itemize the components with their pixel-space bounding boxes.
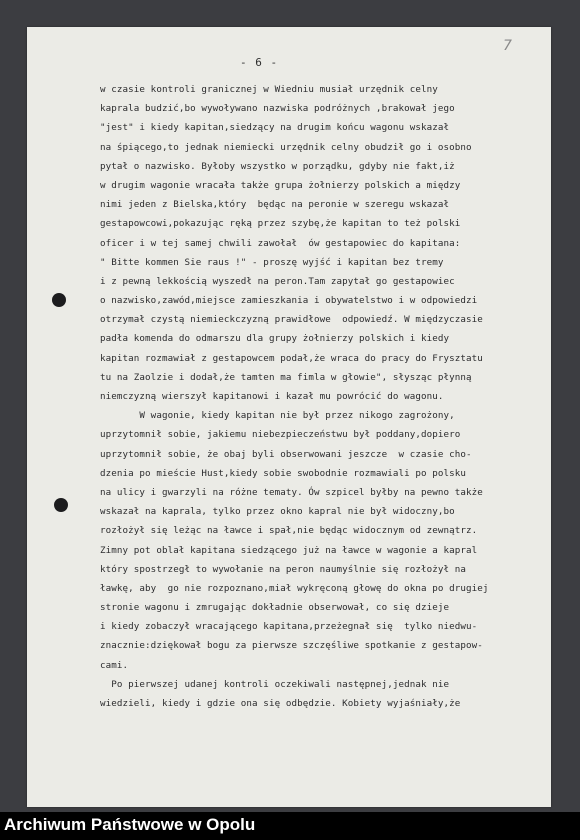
text-line: " Bitte kommen Sie raus !" - proszę wyjść i kapitan bez tremy: [100, 256, 444, 268]
text-line: uprzytomnił sobie, jakiemu niebezpieczeństwu był poddany,dopiero: [100, 429, 461, 441]
text-line: i z pewną lekkością wyszedł na peron.Tam zapytał go gestapowiec: [100, 275, 455, 287]
text-line: dzenia po mieście Hust,kiedy sobie swobodnie rozmawiali po polsku: [100, 467, 467, 479]
archive-page-mark: 7: [503, 38, 512, 54]
page-number: - 6 -: [240, 56, 279, 69]
text-line: padła komenda do odmarszu dla grupy żołnierzy polskich i kiedy: [100, 333, 450, 345]
text-line: wskazał na kaprala, tylko przez okno kapral nie był widoczny,bo: [100, 506, 455, 518]
text-line: W wagonie, kiedy kapitan nie był przez nikogo zagrożony,: [100, 410, 455, 422]
text-line: znacznie:dziękował bogu za pierwsze szczęśliwe spotkanie z gestapow-: [100, 640, 483, 652]
typed-text-body: [100, 80, 545, 713]
text-line: Zimny pot oblał kapitana siedzącego już na ławce w wagonie a kapral: [100, 544, 478, 556]
text-line: i kiedy zobaczył wracającego kapitana,przeżegnał się tylko niedwu-: [100, 621, 478, 633]
text-line: o nazwisko,zawód,miejsce zamieszkania i obywatelstwo i w odpowiedzi: [100, 295, 478, 307]
text-line: niemczyzną wierszył kapitanowi i kazał mu powrócić do wagonu.: [100, 391, 444, 402]
text-line: na ulicy i gwarzyli na różne tematy. Ów szpicel byłby na pewno także: [100, 486, 483, 498]
text-line: tu na Zaolzie i dodał,że tamten ma fimla w głowie", słysząc płynną: [100, 371, 472, 383]
text-line: stronie wagonu i zmrugając dokładnie obserwował, co się dzieje: [100, 602, 450, 614]
text-line: gestapowcowi,pokazując ręką przez szybę,że kapitan to też polski: [100, 218, 461, 230]
text-line: "jest" i kiedy kapitan,siedzący na drugim końcu wagonu wskazał: [100, 122, 450, 134]
archive-name: Archiwum Państwowe w Opolu: [4, 815, 256, 834]
text-line: Po pierwszej udanej kontroli oczekiwali następnej,jednak nie: [100, 678, 450, 690]
text-line: uprzytomnił sobie, że obaj byli obserwowani jeszcze w czasie cho-: [100, 448, 472, 460]
text-line: oficer i w tej samej chwili zawołał ów gestapowiec do kapitana:: [100, 237, 461, 249]
punch-hole: [52, 293, 66, 307]
text-line: w czasie kontroli granicznej w Wiedniu musiał urzędnik celny: [100, 84, 438, 95]
text-line: otrzymał czystą niemieckczyzną prawidłowe odpowiedź. W międzyczasie: [100, 314, 483, 326]
text-line: który spostrzegł to wywołanie na peron naumyślnie się rozłożył na: [100, 563, 467, 575]
text-line: kapitan rozmawiał z gestapowcem podał,że wraca do pracy do Frysztatu: [100, 352, 483, 364]
text-line: wiedzieli, kiedy i gdzie ona się odbędzie. Kobiety wyjaśniały,że: [100, 698, 461, 709]
punch-hole: [54, 498, 68, 512]
text-line: pytał o nazwisko. Byłoby wszystko w porządku, gdyby nie fakt,iż: [100, 160, 455, 172]
text-line: rozłożył się leżąc na ławce i spał,nie będąc widocznym od zewnątrz.: [100, 525, 478, 537]
text-line: nimi jeden z Bielska,który będąc na peronie w szeregu wskazał: [100, 199, 450, 211]
text-line: ławkę, aby go nie rozpoznano,miał wykręconą głowę do okna po drugiej: [100, 582, 489, 594]
text-line: cami.: [100, 659, 129, 671]
text-line: w drugim wagonie wracała także grupa żołnierzy polskich a między: [100, 179, 461, 191]
footer-bar: [0, 812, 580, 840]
text-line: kaprala budzić,bo wywoływano nazwiska podróżnych ,brakował jego: [100, 103, 455, 115]
text-line: na śpiącego,to jednak niemiecki urzędnik celny obudził go i osobno: [100, 141, 472, 153]
